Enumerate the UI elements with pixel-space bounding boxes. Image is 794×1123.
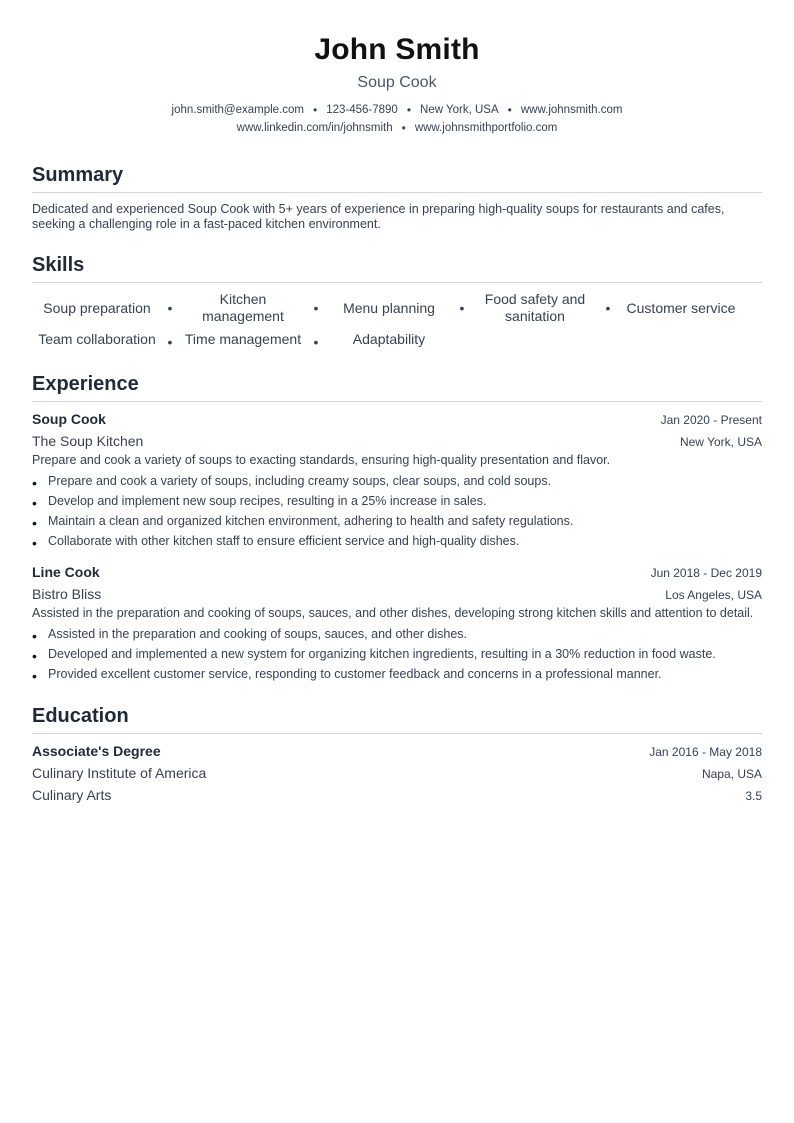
job-dates: Jan 2020 - Present	[660, 413, 762, 427]
education-entry	[32, 741, 762, 807]
bullet-item	[32, 644, 762, 664]
separator-dot: •	[406, 103, 412, 117]
job-header	[32, 410, 762, 429]
job-title: Line Cook	[32, 564, 100, 580]
bullet-text: Maintain a clean and organized kitchen environment, adhering to health and safety regulations.	[48, 514, 574, 528]
bullet-text: Assisted in the preparation and cooking of soups, sauces, and other dishes.	[48, 627, 468, 641]
website-link[interactable]: www.johnsmith.com	[520, 104, 623, 116]
skills-row-2	[32, 329, 762, 350]
summary-title: Summary	[32, 164, 124, 186]
candidate-name: John Smith	[314, 33, 480, 66]
skill-item: Time management	[184, 331, 302, 347]
summary-section	[32, 163, 762, 232]
summary-text: Dedicated and experienced Soup Cook with 5+ years of experience in preparing high-quality soups for restaurants and cafes, seeking a challenging role in a fast-paced kitchen environment.	[32, 202, 725, 231]
location: New York, USA	[420, 104, 499, 116]
job-location: Los Angeles, USA	[665, 588, 762, 602]
separator-dot: •	[507, 103, 512, 117]
separator-dot: •	[167, 334, 173, 350]
section-divider	[32, 401, 762, 402]
skills-section	[32, 253, 762, 350]
job-entry	[32, 410, 762, 551]
bullet-text: Develop and implement new soup recipes, resulting in a 25% increase in sales.	[48, 494, 487, 508]
bullet-dot: •	[32, 515, 37, 531]
education-school-row	[32, 763, 762, 785]
education-dates: Jan 2016 - May 2018	[649, 745, 762, 759]
job-subheader	[32, 585, 762, 604]
education-title: Education	[32, 705, 129, 727]
separator-dot: •	[313, 300, 319, 316]
bullet-text: Prepare and cook a variety of soups, including creamy soups, clear soups, and cold soups.	[48, 474, 552, 488]
bullet-item	[32, 624, 762, 644]
separator-dot: •	[605, 300, 611, 316]
skill-item: Soup preparation	[43, 299, 151, 316]
education-field-row	[32, 785, 762, 807]
job-company: Bistro Bliss	[32, 586, 102, 602]
job-bullets	[32, 624, 762, 684]
phone-number: 123-456-7890	[326, 104, 398, 116]
skill-item: Team collaboration	[38, 331, 156, 347]
job-bullets	[32, 471, 762, 551]
bullet-item	[32, 511, 762, 531]
section-divider	[32, 733, 762, 734]
bullet-item	[32, 664, 762, 684]
job-description: Assisted in the preparation and cooking of soups, sauces, and other dishes, developing strong kitchen skills and attention to detail.	[32, 606, 754, 620]
separator-dot: •	[459, 300, 465, 316]
job-header	[32, 563, 762, 582]
degree: Associate's Degree	[32, 743, 161, 759]
section-divider	[32, 192, 762, 193]
bullet-text: Provided excellent customer service, responding to customer feedback and concerns in a professional manner.	[48, 667, 662, 681]
separator-dot: •	[313, 334, 319, 350]
section-divider	[32, 282, 762, 283]
separator-dot: •	[313, 103, 318, 117]
experience-section	[32, 372, 762, 684]
job-description: Prepare and cook a variety of soups to exacting standards, ensuring high-quality presentation and flavor.	[32, 453, 611, 467]
gpa: 3.5	[745, 789, 762, 803]
job-location: New York, USA	[679, 435, 762, 449]
experience-title: Experience	[32, 373, 139, 395]
bullet-item	[32, 471, 762, 491]
job-dates: Jun 2018 - Dec 2019	[650, 566, 762, 580]
bullet-text: Collaborate with other kitchen staff to ensure efficient service and high-quality dishes.	[48, 534, 520, 548]
bullet-item	[32, 531, 762, 551]
school-name: Culinary Institute of America	[32, 765, 207, 781]
skill-item: Food safety and sanitation	[484, 291, 586, 324]
job-subheader	[32, 432, 762, 451]
skills-row-1	[32, 291, 762, 325]
linkedin-link[interactable]: www.linkedin.com/in/johnsmith	[236, 122, 393, 134]
bullet-item	[32, 491, 762, 511]
bullet-dot: •	[32, 648, 37, 664]
school-location: Napa, USA	[701, 767, 762, 781]
bullet-dot: •	[32, 535, 37, 551]
job-entry	[32, 563, 762, 684]
skills-title: Skills	[32, 254, 85, 276]
contact-line-1	[32, 101, 762, 119]
field-of-study: Culinary Arts	[32, 787, 112, 803]
bullet-dot: •	[32, 475, 37, 491]
job-company: The Soup Kitchen	[32, 433, 144, 449]
contact-line-2	[32, 119, 762, 137]
skill-item: Customer service	[626, 299, 736, 316]
skill-item: Menu planning	[343, 299, 435, 316]
bullet-text: Developed and implemented a new system for organizing kitchen ingredients, resulting in a 30% reduction in food waste.	[48, 647, 716, 661]
portfolio-link[interactable]: www.johnsmithportfolio.com	[414, 122, 558, 134]
education-header	[32, 741, 762, 763]
education-section	[32, 704, 762, 807]
bullet-dot: •	[32, 668, 37, 684]
separator-dot: •	[401, 121, 406, 135]
email-link[interactable]: john.smith@example.com	[171, 104, 304, 116]
bullet-dot: •	[32, 628, 37, 644]
resume-header	[32, 32, 762, 137]
candidate-role: Soup Cook	[357, 74, 437, 91]
skill-item: Kitchen management	[202, 291, 284, 324]
skills-list	[32, 291, 762, 350]
bullet-dot: •	[32, 495, 37, 511]
separator-dot: •	[167, 300, 173, 316]
job-title: Soup Cook	[32, 411, 106, 427]
skill-item: Adaptability	[352, 331, 426, 347]
